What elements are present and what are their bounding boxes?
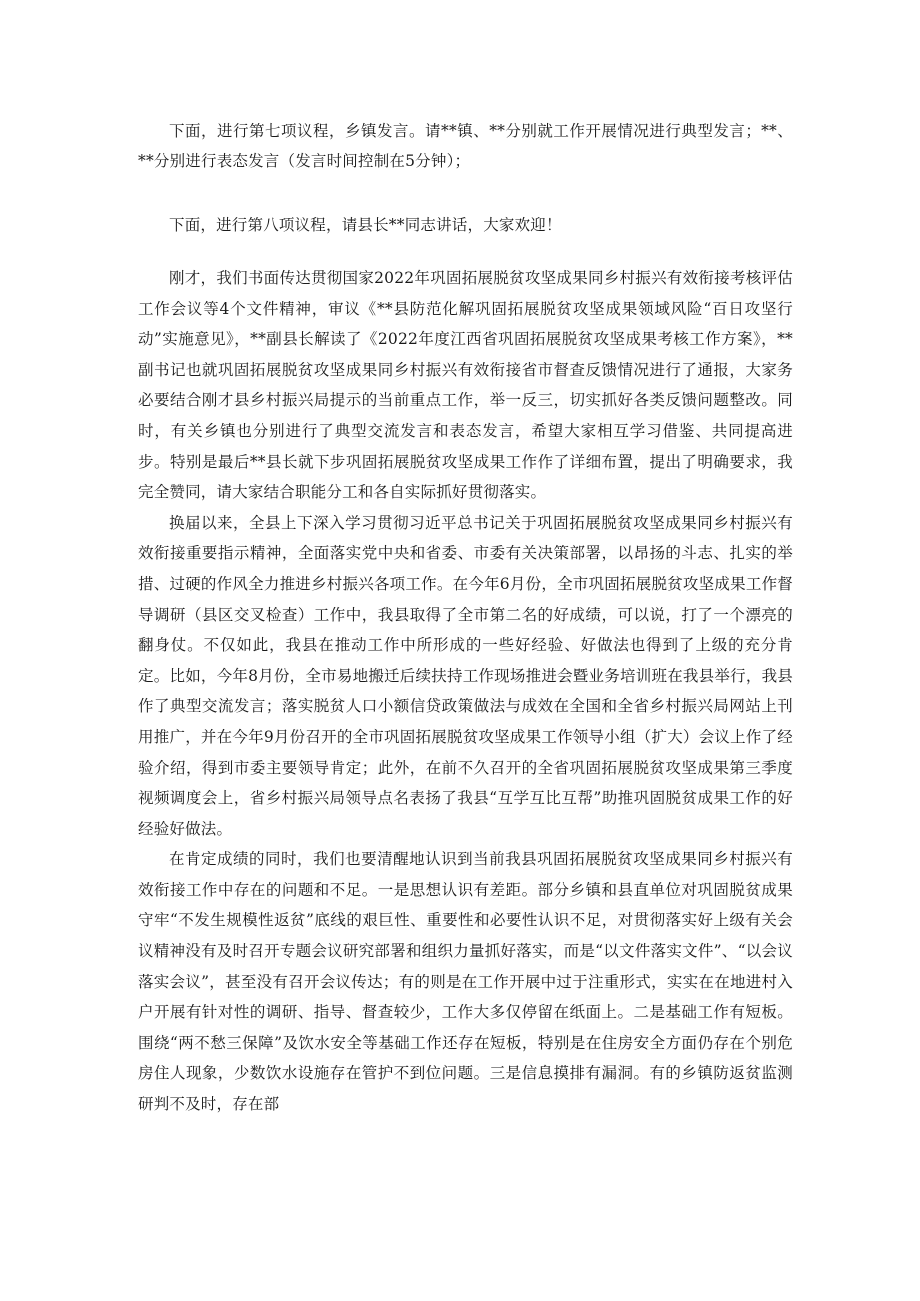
paragraph-summary: 刚才，我们书面传达贯彻国家2022年巩固拓展脱贫攻坚成果同乡村振兴有效衔接考核评估工作会议等4个文件精神，审议《**县防范化解巩固拓展脱贫攻坚成果领域风险“百日攻坚行动”实施意见》，**副县长解读了《2022年度江西省巩固拓展脱贫攻坚成果考核工作方案》，**副书记也就巩固拓展脱贫攻坚成果同乡村振兴有效衔接省市督查反馈情况进行了通报，大家务必要结合刚才县乡村振兴局提示的当前重点工作，举一反三，切实抓好各类反馈问题整改。同时，有关乡镇也分别进行了典型交流发言和表态发言，希望大家相互学习借鉴、共同提高进步。特别是最后**县长就下步巩固拓展脱贫攻坚成果工作作了详细布置，提出了明确要求，我完全赞同，请大家结合职能分工和各自实际抓好贯彻落实。 [138, 269, 793, 502]
paragraph-agenda-7: 下面，进行第七项议程，乡镇发言。请**镇、**分别就工作开展情况进行典型发言；**、**分别进行表态发言（发言时间控制在5分钟）； [138, 122, 793, 170]
document-section-agenda-7 [138, 116, 793, 176]
paragraph-achievements: 换届以来，全县上下深入学习贯彻习近平总书记关于巩固拓展脱贫攻坚成果同乡村振兴有效衔接重要指示精神，全面落实党中央和省委、市委有关决策部署，以昂扬的斗志、扎实的举措、过硬的作风全力推进乡村振兴各项工作。在今年6月份，全市巩固拓展脱贫攻坚成果工作督导调研（县区交叉检查）工作中，我县取得了全市第二名的好成绩，可以说，打了一个漂亮的翻身仗。不仅如此，我县在推动工作中所形成的一些好经验、好做法也得到了上级的充分肯定。比如，今年8月份，全市易地搬迁后续扶持工作现场推进会暨业务培训班在我县举行，我县作了典型交流发言；落实脱贫人口小额信贷政策做法与成效在全国和全省乡村振兴局网站上刊用推广，并在今年9月份召开的全市巩固拓展脱贫攻坚成果工作领导小组（扩大）会议上作了经验介绍，得到市委主要领导肯定；此外，在前不久召开的全省巩固拓展脱贫攻坚成果第三季度视频调度会上，省乡村振兴局领导点名表扬了我县“互学互比互帮”助推巩固脱贫成果工作的好经验好做法。 [138, 513, 793, 838]
document-section-speech [138, 263, 793, 1120]
paragraph-agenda-8: 下面，进行第八项议程，请县长**同志讲话，大家欢迎！ [169, 216, 562, 234]
paragraph-problems: 在肯定成绩的同时，我们也要清醒地认识到当前我县巩固拓展脱贫攻坚成果同乡村振兴有效衔接工作中存在的问题和不足。一是思想认识有差距。部分乡镇和县直单位对巩固脱贫成果守牢“不发生规模性返贫”底线的艰巨性、重要性和必要性认识不足，对贯彻落实好上级有关会议精神没有及时召开专题会议研究部署和组织力量抓好落实，而是“以文件落实文件”、“以会议落实会议”，甚至没有召开会议传达；有的则是在工作开展中过于注重形式，实实在在地进村入户开展有针对性的调研、指导、督查较少，工作大多仅停留在纸面上。二是基础工作有短板。围绕“两不愁三保障”及饮水安全等基础工作还存在短板，特别是在住房安全方面仍存在个别危房住人现象，少数饮水设施存在管护不到位问题。三是信息摸排有漏洞。有的乡镇防返贫监测研判不及时，存在部 [138, 850, 793, 1114]
document-section-agenda-8 [138, 210, 793, 240]
